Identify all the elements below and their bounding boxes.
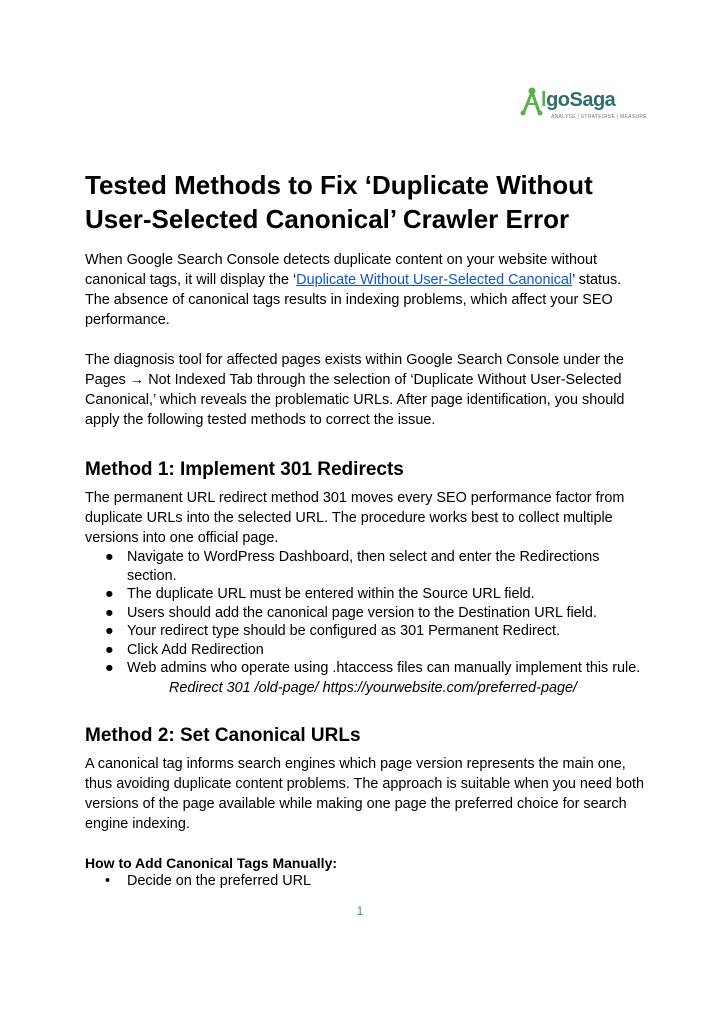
list-item: ● Users should add the canonical page version to the Destination URL field.: [105, 604, 597, 621]
diagnosis-paragraph: The diagnosis tool for affected pages exists within Google Search Console under the Pages → Not Indexed Tab through the selection of ‘Duplicate Without User-Selected Canonical,’ which reveals the problematic URLs. After page identification, you should apply the following tested methods to correct the issue.: [85, 352, 625, 428]
list-item: ● Navigate to WordPress Dashboard, then select and enter the Redirections section.: [105, 549, 600, 584]
bullet-icon: •: [105, 872, 111, 889]
method1-bullet-list: [85, 548, 645, 678]
list-item: ● Web admins who operate using .htaccess files can manually implement this rule.: [105, 660, 641, 676]
bullet-icon: ●: [105, 660, 114, 676]
logo-tagline: ANALYSE | STRATEGISE | MEASURE: [551, 114, 647, 120]
bullet-icon: ●: [105, 623, 114, 639]
intro-paragraph: When Google Search Console detects duplicate content on your website without canonical tags, it will display the ‘Duplicate Without User-Selected Canonical’ status. The absence of canonical tags results in indexing problems, which affect your SEO performance.: [85, 252, 622, 328]
algosaga-logo: [519, 86, 647, 126]
page-title: Tested Methods to Fix ‘Duplicate Without User-Selected Canonical’ Crawler Error: [85, 170, 593, 234]
redirect-code-sample: Redirect 301 /old-page/ https://yourwebsite.com/preferred-page/: [169, 679, 577, 696]
bullet-icon: ●: [105, 549, 114, 565]
method2-bullet-list: [85, 872, 645, 891]
logo-wordmark: lgoSaga: [541, 89, 616, 111]
list-item: ● The duplicate URL must be entered within the Source URL field.: [105, 586, 535, 602]
list-item: • Decide on the preferred URL: [105, 872, 311, 889]
method2-body: A canonical tag informs search engines which page version represents the main one, thus avoiding duplicate content problems. The approach is suitable when you need both versions of the page available while making one page the preferred choice for search engine indexing.: [85, 755, 644, 832]
bullet-icon: ●: [105, 641, 114, 658]
list-item: ● Your redirect type should be configured as 301 Permanent Redirect.: [105, 623, 561, 639]
method1-body: The permanent URL redirect method 301 moves every SEO performance factor from duplicate URLs into the selected URL. The procedure works best to collect multiple versions into one official page.: [85, 490, 625, 546]
document-body: [85, 168, 645, 890]
bullet-icon: ●: [105, 586, 114, 602]
bullet-icon: ●: [105, 604, 114, 621]
canonical-subheading: How to Add Canonical Tags Manually:: [85, 854, 338, 871]
method2-heading: Method 2: Set Canonical URLs: [85, 724, 361, 746]
page-number: 1: [356, 904, 364, 918]
method1-heading: Method 1: Implement 301 Redirects: [85, 459, 404, 480]
duplicate-canonical-link[interactable]: Duplicate Without User-Selected Canonical: [296, 272, 573, 288]
list-item: ● Click Add Redirection: [105, 641, 264, 658]
